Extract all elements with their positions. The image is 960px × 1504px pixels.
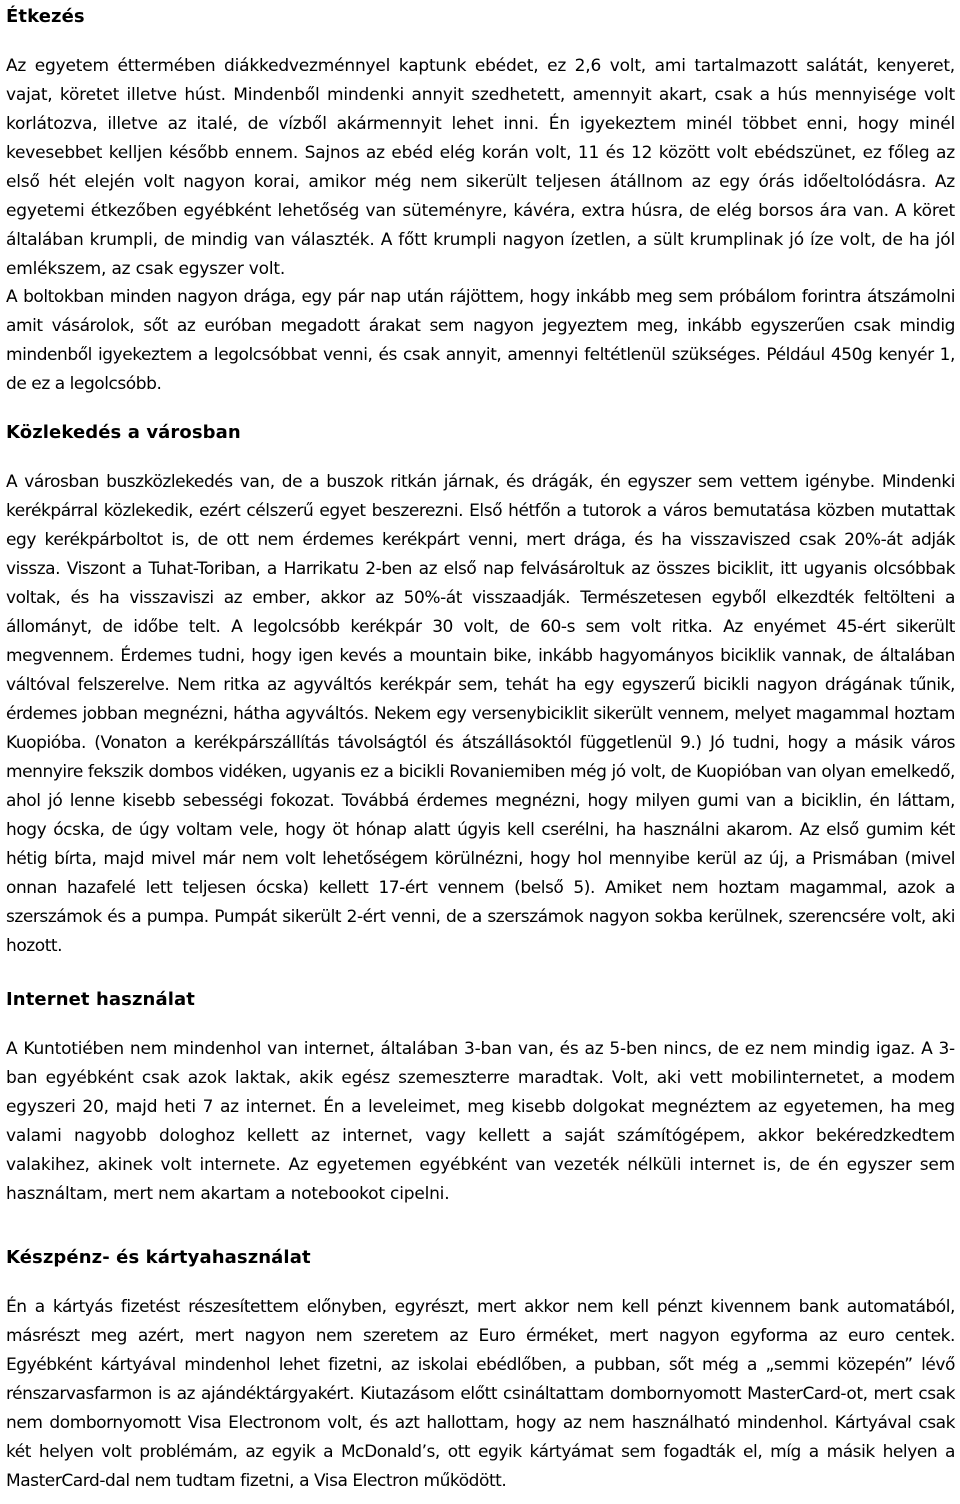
section-heading-internet: Internet használat — [6, 989, 195, 1010]
section-heading-etkezes: Étkezés — [6, 6, 85, 27]
paragraph-etkezes-1: Az egyetem éttermében diákkedvezménnyel kaptunk ebédet, ez 2,6 volt, ami tartalmazott salátát, kenyeret, vajat, köretet illetve húst. Mindenből mindenki annyit szedhetett, amennyit akart, csak a hús mennyisége volt korlátozva, illetve az italé, de vízből akármennyit lehet inni. Én igyekeztem minél többet enni, hogy minél kevesebbet kelljen később ennem. Sajnos az ebéd elég korán volt, 11 és 12 között volt ebédszünet, ez főleg az első hét elején volt nagyon korai, amikor még nem sikerült teljesen átállnom az egy órás időeltolódásra. Az egyetemi étkezőben egyébként lehetőség van süteményre, kávéra, extra húsra, de elég borsos ára van. A köret általában krumpli, de mindig van választék. A főtt krumpli nagyon ízetlen, a sült krumplinak jó íze volt, de ha jól emlékszem, az csak egyszer volt. — [6, 56, 955, 279]
paragraph-etkezes-2: A boltokban minden nagyon drága, egy pár nap után rájöttem, hogy inkább meg sem próbálom forintra átszámolni amit vásárolok, sőt az euróban megadott árakat sem nagyon jegyeztem meg, inkább egyszerűen csak mindig mindenből igyekeztem a legolcsóbbat venni, és csak annyit, amennyi feltétlenül szükséges. Például 450g kenyér 1, de ez a legolcsóbb. — [6, 287, 955, 394]
paragraph-internet: A Kuntotiében nem mindenhol van internet, általában 3-ban van, és az 5-ben nincs, de ez nem mindig igaz. A 3-ban egyébként csak azok laktak, akik egész szemeszterre maradtak. Volt, aki vett mobilinternetet, a modem egyszeri 20, majd heti 7 az internet. Én a leveleimet, meg kisebb dolgokat megnéztem az egyetemen, ha meg valami nagyobb dologhoz kellett az internet, vagy kellett a saját számítógépem, akkor bekéredzkedtem valakihez, akinek volt internete. Az egyetemen egyébként van vezeték nélküli internet is, de én egyszer sem használtam, mert nem akartam a notebookot cipelni. — [6, 1039, 955, 1204]
section-heading-kozlekedes: Közlekedés a városban — [6, 422, 241, 443]
section-heading-keszpenz: Készpénz- és kártyahasználat — [6, 1247, 311, 1268]
paragraph-keszpenz: Én a kártyás fizetést részesítettem előnyben, egyrészt, mert akkor nem kell pénzt kivennem bank automatából, másrészt meg azért, mert nagyon nem szeretem az Euro érméket, mert nagyon egyforma az euro centek. Egyébként kártyával mindenhol lehet fizetni, az iskolai ebédlőben, a pubban, sőt még a „semmi közepén” lévő rénszarvasfarmon is az ajándéktárgyakért. Kiutazásom előtt csináltattam dombornyomott MasterCard-ot, mert csak nem dombornyomott Visa Electronom volt, és azt hallottam, hogy az nem használható mindenhol. Kártyával csak két helyen volt problémám, az egyik a McDonald’s, ott egyik kártyámat sem fogadták el, míg a másik helyen a MasterCard-dal nem tudtam fizetni, a Visa Electron működött. — [6, 1297, 955, 1491]
paragraph-kozlekedes: A városban buszközlekedés van, de a buszok ritkán járnak, és drágák, én egyszer sem vettem igénybe. Mindenki kerékpárral közlekedik, ezért célszerű egyet beszerezni. Első hétfőn a tutorok a város bemutatása közben mutattak egy kerékpárboltot is, de ott nem érdemes kerékpárt venni, mert drága, és ha visszaviszed csak 20%-át adják vissza. Viszont a Tuhat-Toriban, a Harrikatu 2-ben az első nap felvásároltuk az összes biciklit, itt ugyanis olcsóbbak voltak, és ha visszaviszi az ember, akkor az 50%-át visszaadják. Természetesen egyből elkezdték feltölteni a állományt, de időbe telt. A legolcsóbb kerékpár 30 volt, de 60-s sem volt ritka. Az enyémet 45-ért sikerült megvennem. Érdemes tudni, hogy igen kevés a mountain bike, inkább hagyományos biciklik vannak, de általában váltóval felszerelve. Nem ritka az agyváltós kerékpár sem, tehát ha egy egyszerű bicikli nagyon drágának tűnik, érdemes jobban megnézni, hátha agyváltós. Nekem egy versenybiciklit sikerült vennem, melyet magammal hoztam Kuopióba. (Vonaton a kerékpárszállítás távolságtól és átszállásoktól függetlenül 9.) Jó tudni, hogy a másik város mennyire fekszik dombos vidéken, ugyanis ez a bicikli Rovaniemiben még jó volt, de Kuopióban van olyan emelkedő, ahol jó lenne kisebb sebességi fokozat. Továbbá érdemes megnézni, hogy milyen gumi van a biciklin, én láttam, hogy ócska, de úgy voltam vele, hogy öt hónap alatt úgyis kell cserélni, ha használni akarom. Az első gumim két hétig bírta, majd mivel már nem volt lehetőségem körülnézni, hogy hol mennyibe kerül az új, a Prismában (mivel onnan hazafelé lett teljesen ócska) kellett 17-ért vennem (belső 5). Amiket nem hoztam magammal, azok a szerszámok és a pumpa. Pumpát sikerült 2-ért venni, de a szerszámok nagyon sokba kerülnek, szerencsére volt, aki hozott. — [6, 472, 955, 956]
